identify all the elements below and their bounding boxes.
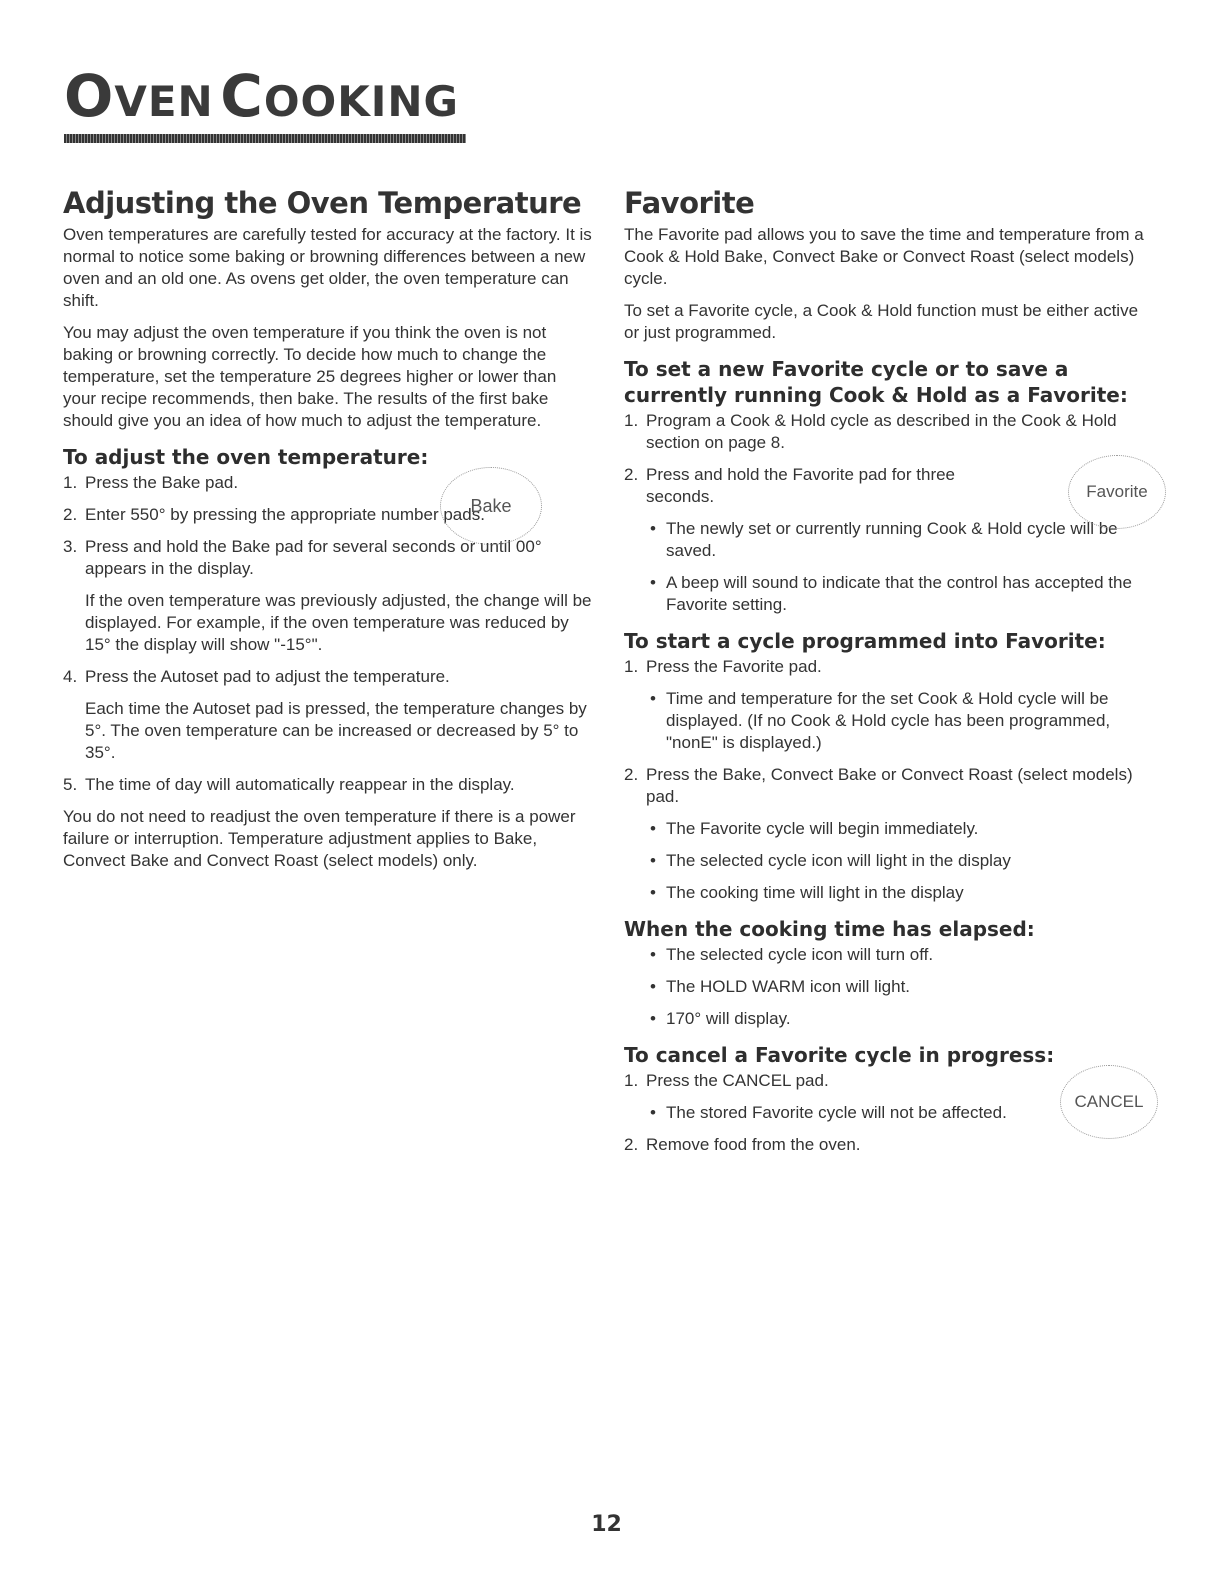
bullet-item [624, 1008, 1154, 1030]
title-initial-o: O [64, 62, 115, 130]
bullet-text: The HOLD WARM icon will light. [666, 977, 911, 996]
step-number: 2. [624, 465, 639, 484]
subheading-time-elapsed: When the cooking time has elapsed: [624, 917, 1035, 941]
paragraph: You may adjust the oven temperature if you think the oven is not baking or browning correctly. To decide how much to change the temperature, set the temperature 25 degrees higher or lower than your recipe recommends, then bake. The results of the first bake should give you an idea of how much to adjust the temperature. [63, 323, 557, 430]
right-column [624, 186, 1154, 1166]
title-rest-ooking: OOKING [263, 77, 460, 126]
page-number: 12 [591, 1512, 622, 1537]
step-text: Press the Autoset pad to adjust the temperature. [85, 667, 450, 686]
bullet-item [624, 518, 1154, 562]
step-number: 1. [63, 473, 78, 492]
bullet-item [624, 850, 1154, 872]
page-title [64, 62, 459, 130]
paragraph: You do not need to readjust the oven temperature if there is a power failure or interruption. Temperature adjustment applies to Bake, Convect Bake and Convect Roast (select models) only. [63, 807, 576, 870]
step-text: Press the Bake pad. [85, 473, 239, 492]
step-number: 1. [624, 411, 639, 430]
bullet-dot: • [650, 945, 656, 964]
paragraph: The Favorite pad allows you to save the time and temperature from a Cook & Hold Bake, Convect Bake or Convect Roast (select models) cycle. [624, 225, 1144, 288]
bullet-dot: • [650, 851, 656, 870]
step-item [624, 410, 1154, 454]
cancel-pad-icon: CANCEL [1060, 1065, 1158, 1139]
bake-pad-icon: Bake [440, 467, 542, 545]
step-text: Press the Bake, Convect Bake or Convect Roast (select models) pad. [646, 765, 1133, 806]
section-heading-adjust-temp: Adjusting the Oven Temperature [63, 186, 582, 220]
step-text: Press the Favorite pad. [646, 657, 822, 676]
step-item [624, 764, 1154, 808]
subheading-start-favorite: To start a cycle programmed into Favorite: [624, 629, 1106, 653]
title-rest-ven: VEN [114, 77, 214, 126]
bullet-item [624, 818, 1154, 840]
step-text: The time of day will automatically reappear in the display. [85, 775, 515, 794]
bullet-dot: • [650, 519, 656, 538]
bullet-text: The stored Favorite cycle will not be affected. [666, 1103, 1007, 1122]
bullet-dot: • [650, 819, 656, 838]
bullet-text: The cooking time will light in the display [666, 883, 964, 902]
step-item [624, 1134, 1154, 1156]
step-text: Press the CANCEL pad. [646, 1071, 829, 1090]
favorite-pad-icon: Favorite [1068, 455, 1166, 529]
title-initial-c: C [220, 62, 264, 130]
bullet-text: The newly set or currently running Cook & Hold cycle will be saved. [666, 519, 1118, 560]
step-note: Each time the Autoset pad is pressed, the temperature changes by 5°. The oven temperature can be increased or decreased by 5° to 35°. [85, 699, 587, 762]
step-text: Enter 550° by pressing the appropriate number pads. [85, 505, 485, 524]
bullet-item [624, 976, 1154, 998]
bullet-dot: • [650, 1103, 656, 1122]
paragraph: To set a Favorite cycle, a Cook & Hold function must be either active or just programmed. [624, 301, 1139, 342]
subheading-set-favorite: To set a new Favorite cycle or to save a currently running Cook & Hold as a Favorite: [624, 357, 1128, 407]
bullet-text: The selected cycle icon will turn off. [666, 945, 934, 964]
step-number: 4. [63, 667, 78, 686]
bullet-item [624, 944, 1154, 966]
step-number: 1. [624, 1071, 639, 1090]
bullet-text: 170° will display. [666, 1009, 791, 1028]
subheading-cancel-favorite: To cancel a Favorite cycle in progress: [624, 1043, 1055, 1067]
bullet-dot: • [650, 977, 656, 996]
bullet-dot: • [650, 689, 656, 708]
step-number: 2. [63, 505, 78, 524]
bullet-text: Time and temperature for the set Cook & Hold cycle will be displayed. (If no Cook & Hold cycle has been programmed, "nonE" is displayed.) [666, 689, 1111, 752]
step-number: 2. [624, 765, 639, 784]
step-item [624, 656, 1154, 678]
step-number: 3. [63, 537, 78, 556]
bullet-text: A beep will sound to indicate that the control has accepted the Favorite setting. [666, 573, 1132, 614]
section-heading-favorite: Favorite [624, 186, 755, 220]
step-item [63, 536, 593, 580]
step-number: 2. [624, 1135, 639, 1154]
title-underline [64, 134, 466, 143]
step-text: Press and hold the Favorite pad for three seconds. [646, 465, 956, 506]
bullet-dot: • [650, 1009, 656, 1028]
step-text: Remove food from the oven. [646, 1135, 861, 1154]
bullet-dot: • [650, 573, 656, 592]
subheading-adjust-temp: To adjust the oven temperature: [63, 445, 429, 469]
bullet-text: The Favorite cycle will begin immediately. [666, 819, 979, 838]
bullet-dot: • [650, 883, 656, 902]
step-note: If the oven temperature was previously adjusted, the change will be displayed. For example, if the oven temperature was reduced by 15° the display will show "-15°". [85, 591, 592, 654]
step-number: 5. [63, 775, 78, 794]
paragraph: Oven temperatures are carefully tested for accuracy at the factory. It is normal to notice some baking or browning differences between a new oven and an old one. As ovens get older, the oven temperature can shift. [63, 225, 592, 310]
step-item [63, 774, 593, 796]
bullet-item [624, 572, 1154, 616]
step-text: Program a Cook & Hold cycle as described in the Cook & Hold section on page 8. [646, 411, 1117, 452]
step-number: 1. [624, 657, 639, 676]
bullet-item [624, 882, 1154, 904]
bullet-text: The selected cycle icon will light in the display [666, 851, 1011, 870]
step-text: Press and hold the Bake pad for several seconds or until 00° appears in the display. [85, 537, 542, 578]
step-item [63, 666, 593, 688]
bullet-item [624, 688, 1154, 754]
